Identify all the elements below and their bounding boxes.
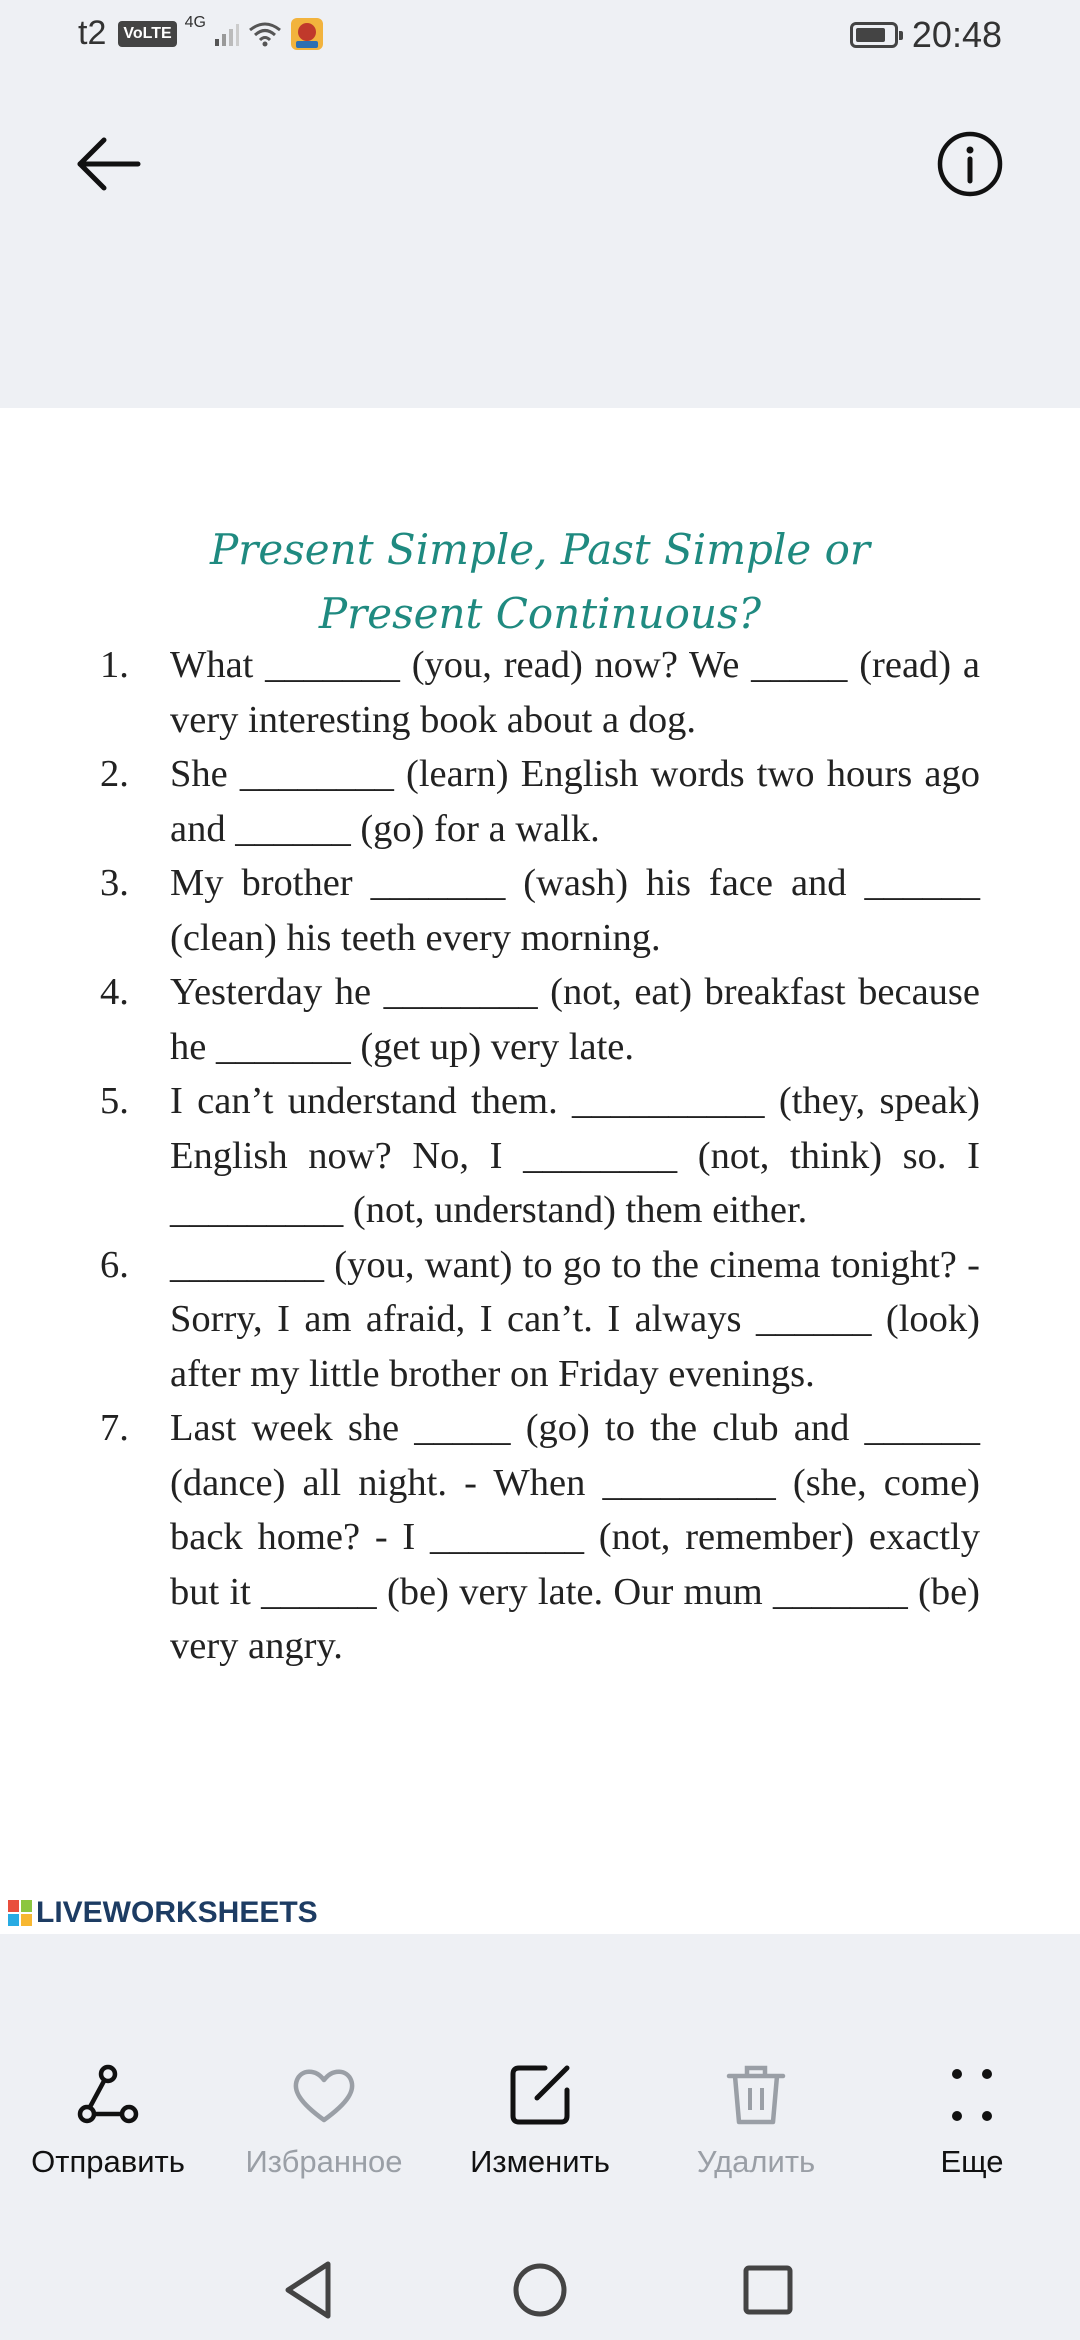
- exercise-number: 2.: [100, 753, 129, 795]
- delete-label: Удалить: [696, 2144, 816, 2179]
- exercise-number: 4.: [100, 971, 129, 1013]
- exercise-text: ________ (you, want) to go to the cinema tonight? - Sorry, I am afraid, I can’t. I always ______ (look) after my little brother on Friday evenings.: [170, 1243, 980, 1395]
- carrier-label: t2: [78, 14, 107, 52]
- exercise-item: [100, 1238, 980, 1402]
- exercise-list: [100, 638, 980, 1674]
- exercise-number: 1.: [100, 644, 129, 686]
- worksheet-title-line1: Present Simple, Past Simple or: [210, 525, 870, 574]
- clock: 20:48: [911, 14, 1002, 55]
- logo-mark-icon: [8, 1900, 32, 1926]
- exercise-text: I can’t understand them. __________ (they, speak) English now? No, I ________ (not, think) so. I _________ (not, understand) them either.: [170, 1080, 980, 1231]
- exercise-number: 5.: [100, 1080, 129, 1122]
- signal-icon: [214, 21, 240, 47]
- favorite-label: Избранное: [245, 2144, 403, 2179]
- exercise-item: [100, 856, 980, 965]
- status-left: [78, 14, 324, 53]
- battery-icon: [850, 22, 898, 48]
- exercise-text: She ________ (learn) English words two hours ago and ______ (go) for a walk.: [170, 753, 980, 850]
- status-right: [850, 14, 1002, 56]
- volte-badge: VoLTE: [118, 21, 176, 47]
- network-label: 4G: [184, 14, 206, 31]
- exercise-item: [100, 638, 980, 747]
- exercise-item: [100, 747, 980, 856]
- worksheet-title-line2: Present Continuous?: [318, 589, 762, 638]
- edit-label: Изменить: [470, 2144, 610, 2179]
- photo-viewer[interactable]: [0, 408, 1080, 1934]
- more-dots-icon: [937, 2060, 1007, 2130]
- share-label: Отправить: [31, 2144, 185, 2179]
- share-icon: [73, 2060, 143, 2130]
- wifi-icon: [248, 20, 282, 48]
- more-label: Еще: [940, 2144, 1004, 2179]
- exercise-number: 6.: [100, 1243, 129, 1286]
- share-button[interactable]: [0, 2060, 216, 2180]
- logo-text: LIVEWORKSHEETS: [36, 1896, 318, 1929]
- edit-icon: [505, 2060, 575, 2130]
- more-button[interactable]: [864, 2060, 1080, 2180]
- exercise-text: What _______ (you, read) now? We _____ (read) a very interesting book about a dog.: [170, 644, 980, 741]
- circle-home-icon[interactable]: [500, 2250, 580, 2330]
- exercise-number: 3.: [100, 862, 129, 904]
- edit-button[interactable]: [432, 2060, 648, 2180]
- trash-icon: [721, 2060, 791, 2130]
- top-bar: [0, 72, 1080, 408]
- square-recents-icon[interactable]: [728, 2250, 808, 2330]
- liveworksheets-logo: [8, 1896, 318, 1930]
- exercise-number: 7.: [100, 1407, 129, 1449]
- notification-app-icon: [290, 17, 324, 51]
- triangle-back-icon[interactable]: [270, 2250, 350, 2330]
- info-icon[interactable]: [930, 124, 1010, 204]
- exercise-item: [100, 1074, 980, 1238]
- exercise-item: [100, 1401, 980, 1674]
- status-bar: [0, 0, 1080, 72]
- action-bar: [0, 2060, 1080, 2190]
- arrow-left-icon[interactable]: [68, 124, 148, 204]
- heart-icon: [289, 2060, 359, 2130]
- exercise-text: My brother _______ (wash) his face and ______ (clean) his teeth every morning.: [170, 862, 980, 959]
- delete-button[interactable]: [648, 2060, 864, 2180]
- exercise-text: Yesterday he ________ (not, eat) breakfast because he _______ (get up) very late.: [170, 971, 980, 1068]
- exercise-text: Last week she _____ (go) to the club and ______ (dance) all night. - When _________ (she, come) back home? - I ________ (not, remember) exactly but it ______ (be) very late. Our mum _______ (be) very angry.: [170, 1407, 980, 1667]
- favorite-button[interactable]: [216, 2060, 432, 2180]
- worksheet-title: [0, 518, 1080, 646]
- navigation-bar: [0, 2230, 1080, 2340]
- exercise-item: [100, 965, 980, 1074]
